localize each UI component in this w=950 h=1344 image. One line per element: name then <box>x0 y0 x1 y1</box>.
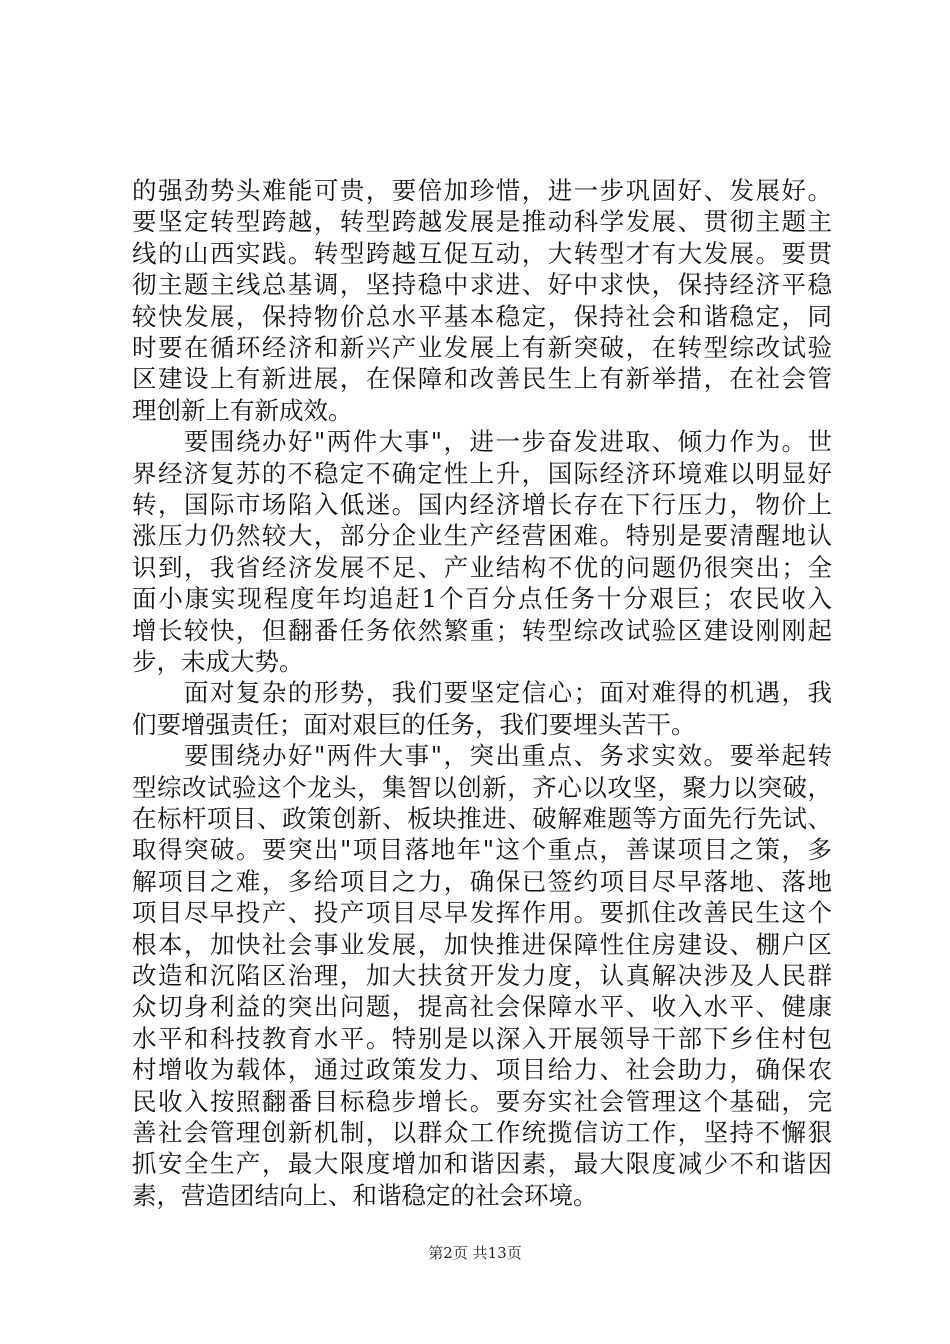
text-line: 要围绕办好"两件大事"，进一步奋发进取、倾力作为。世 <box>132 427 832 457</box>
text-line: 水平和科技教育水平。特别是以深入开展领导干部下乡住村包 <box>132 1023 832 1053</box>
text-line: 们要增强责任；面对艰巨的任务，我们要埋头苦干。 <box>132 709 696 739</box>
text-line: 区建设上有新进展，在保障和改善民生上有新举措，在社会管 <box>132 364 832 394</box>
text-line: 的强劲势头难能可贵，要倍加珍惜，进一步巩固好、发展好。 <box>132 176 832 205</box>
text-line: 善社会管理创新机制，以群众工作统揽信访工作，坚持不懈狠 <box>132 1118 832 1147</box>
text-line: 涨压力仍然较大，部分企业生产经营困难。特别是要清醒地认 <box>132 521 832 551</box>
text-line: 识到，我省经济发展不足、产业结构不优的问题仍很突出；全 <box>132 552 832 582</box>
text-line: 项目尽早投产、投产项目尽早发挥作用。要抓住改善民生这个 <box>132 898 832 928</box>
text-line: 界经济复苏的不稳定不确定性上升，国际经济环境难以明显好 <box>132 458 832 488</box>
text-line: 取得突破。要突出"项目落地年"这个重点，善谋项目之策，多 <box>132 835 832 865</box>
text-line: 要坚定转型跨越，转型跨越发展是推动科学发展、贯彻主题主 <box>132 207 832 237</box>
text-line: 型综改试验这个龙头，集智以创新，齐心以攻坚，聚力以突破， <box>132 772 832 802</box>
text-line: 众切身利益的突出问题，提高社会保障水平、收入水平、健康 <box>132 992 832 1022</box>
text-line: 理创新上有新成效。 <box>132 395 353 425</box>
text-line: 增长较快，但翻番任务依然繁重；转型综改试验区建设刚刚起 <box>132 615 832 645</box>
page-number-footer: 第2页 共13页 <box>428 1244 522 1262</box>
text-line: 步，未成大势。 <box>132 647 304 676</box>
text-line: 村增收为载体，通过政策发力、项目给力、社会助力，确保农 <box>132 1055 832 1085</box>
text-line: 面小康实现程度年均追赶1个百分点任务十分艰巨；农民收入 <box>132 584 832 614</box>
text-line: 转，国际市场陷入低迷。国内经济增长存在下行压力，物价上 <box>132 490 832 519</box>
text-line: 根本，加快社会事业发展，加快推进保障性住房建设、棚户区 <box>132 929 832 959</box>
text-line: 抓安全生产，最大限度增加和谐因素，最大限度减少不和谐因 <box>132 1149 832 1179</box>
text-line: 较快发展，保持物价总水平基本稳定，保持社会和谐稳定，同 <box>132 301 832 331</box>
text-line: 线的山西实践。转型跨越互促互动，大转型才有大发展。要贯 <box>132 238 832 268</box>
text-line: 民收入按照翻番目标稳步增长。要夯实社会管理这个基础，完 <box>132 1086 832 1116</box>
text-line: 在标杆项目、政策创新、板块推进、破解难题等方面先行先试、 <box>132 804 832 833</box>
text-line: 时要在循环经济和新兴产业发展上有新突破，在转型综改试验 <box>132 333 832 362</box>
text-line: 素，营造团结向上、和谐稳定的社会环境。 <box>132 1180 598 1210</box>
text-line: 改造和沉陷区治理，加大扶贫开发力度，认真解决涉及人民群 <box>132 961 832 990</box>
text-line: 彻主题主线总基调，坚持稳中求进、好中求快，保持经济平稳 <box>132 270 832 300</box>
text-line: 要围绕办好"两件大事"，突出重点、务求实效。要举起转 <box>132 741 832 771</box>
text-line: 解项目之难，多给项目之力，确保已签约项目尽早落地、落地 <box>132 866 832 896</box>
text-line: 面对复杂的形势，我们要坚定信心；面对难得的机遇，我 <box>132 678 832 708</box>
